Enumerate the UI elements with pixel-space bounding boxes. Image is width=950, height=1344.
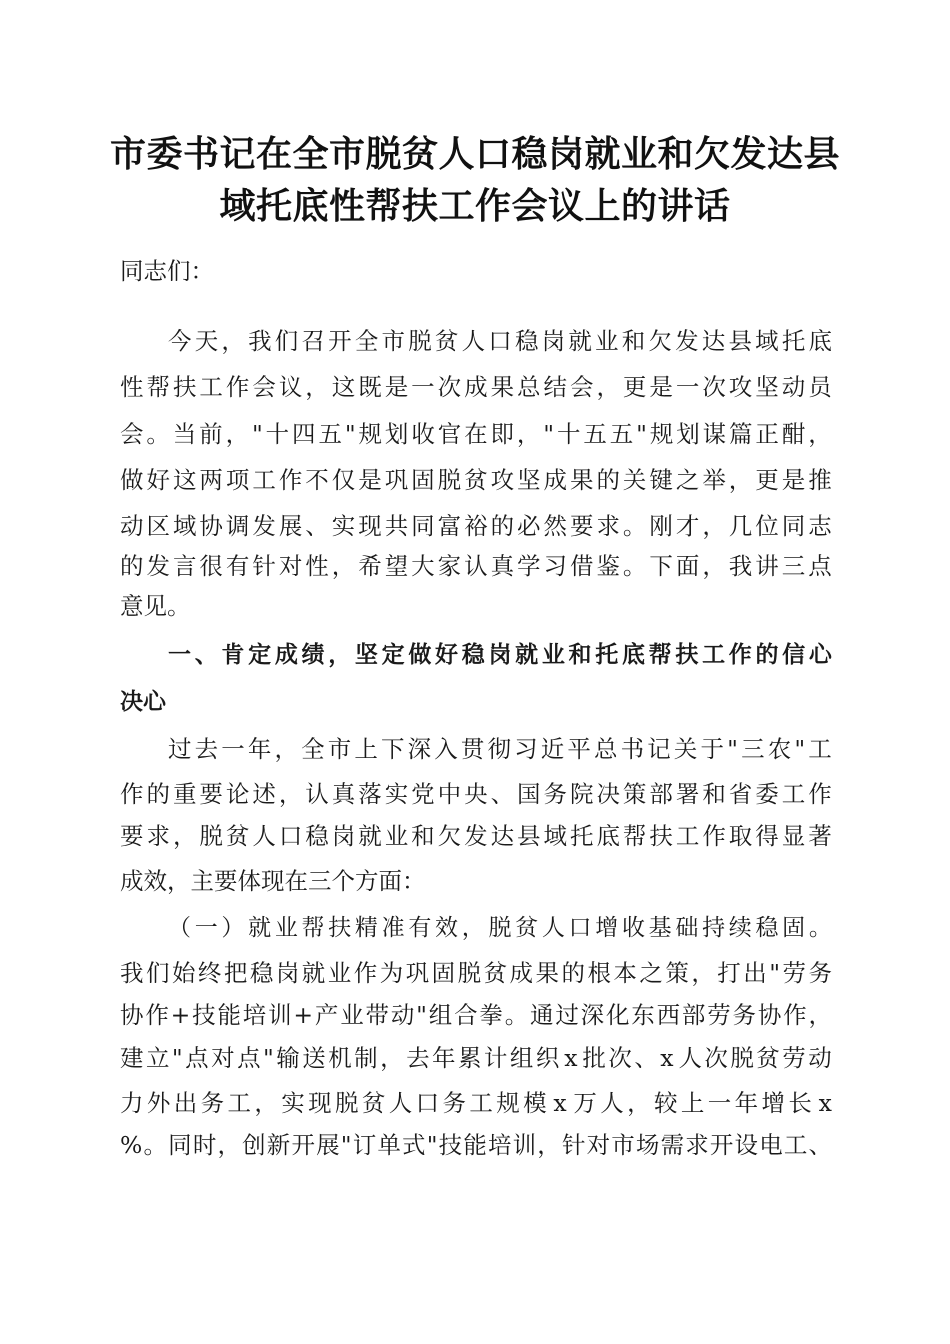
body-line: 力 外 出 务 工 ， 实 现 脱 贫 人 口 务 工 规 模 x 万 人 ， 较 上 一 年 增 长 x bbox=[120, 1089, 832, 1117]
body-line: 协 作 + 技 能 培 训 + 产 业 带 动 " 组 合 拳 。 通 过 深 化 东 西 部 劳 务 协 作 ， bbox=[120, 1001, 832, 1029]
body-line: 建 立 " 点 对 点 " 输 送 机 制 ， 去 年 累 计 组 织 x 批 次 、 x 人 次 脱 贫 劳 动 bbox=[120, 1044, 832, 1072]
body-line: 作 的 重 要 论 述 ， 认 真 落 实 党 中 央 、 国 务 院 决 策 部 署 和 省 委 工 作 bbox=[120, 780, 832, 808]
body-line: % 。 同 时 ， 创 新 开 展 " 订 单 式 " 技 能 培 训 ， 针 对 市 场 需 求 开 设 电 工 、 bbox=[120, 1131, 832, 1159]
document-title bbox=[100, 128, 850, 232]
body-line: 会 。 当 前 ， " 十 四 五 " 规 划 收 官 在 即 ， " 十 五 五 " 规 划 谋 篇 正 酣 ， bbox=[120, 420, 832, 448]
title-line-2: 域托底性帮扶工作会议上的讲话 bbox=[219, 185, 731, 227]
body-line: 的 发 言 很 有 针 对 性 ， 希 望 大 家 认 真 学 习 借 鉴 。 下 面 ， 我 讲 三 点 bbox=[120, 552, 832, 580]
section-heading: 决心 bbox=[120, 689, 166, 715]
body-line: 做 好 这 两 项 工 作 不 仅 是 巩 固 脱 贫 攻 坚 成 果 的 关 键 之 举 ， 更 是 推 bbox=[120, 466, 832, 494]
body-line: 动 区 域 协 调 发 展 、 实 现 共 同 富 裕 的 必 然 要 求 。 刚 才 ， 几 位 同 志 bbox=[120, 512, 832, 540]
section-heading: 一 、 肯 定 成 绩 ， 坚 定 做 好 稳 岗 就 业 和 托 底 帮 扶 工 作 的 信 心 bbox=[168, 642, 832, 668]
body-line: 过 去 一 年 ， 全 市 上 下 深 入 贯 彻 习 近 平 总 书 记 关 于 " 三 农 " 工 bbox=[168, 735, 832, 763]
body-line: 今 天 ， 我 们 召 开 全 市 脱 贫 人 口 稳 岗 就 业 和 欠 发 达 县 域 托 底 bbox=[168, 327, 832, 355]
salutation: 同志们： bbox=[120, 257, 214, 285]
body-line: 性 帮 扶 工 作 会 议 ， 这 既 是 一 次 成 果 总 结 会 ， 更 是 一 次 攻 坚 动 员 bbox=[120, 373, 832, 401]
body-line: 意见。 bbox=[120, 592, 191, 620]
body-line: 成效，主要体现在三个方面： bbox=[120, 867, 426, 895]
body-line: 我 们 始 终 把 稳 岗 就 业 作 为 巩 固 脱 贫 成 果 的 根 本 之 策 ， 打 出 " 劳 务 bbox=[120, 959, 832, 987]
sub-heading: （ 一 ） 就 业 帮 扶 精 准 有 效 ， 脱 贫 人 口 增 收 基 础 持 续 稳 固 。 bbox=[168, 915, 832, 941]
body-line: 要 求 ， 脱 贫 人 口 稳 岗 就 业 和 欠 发 达 县 域 托 底 帮 扶 工 作 取 得 显 著 bbox=[120, 822, 832, 850]
title-line-1: 市委书记在全市脱贫人口稳岗就业和欠发达县 bbox=[109, 133, 840, 175]
